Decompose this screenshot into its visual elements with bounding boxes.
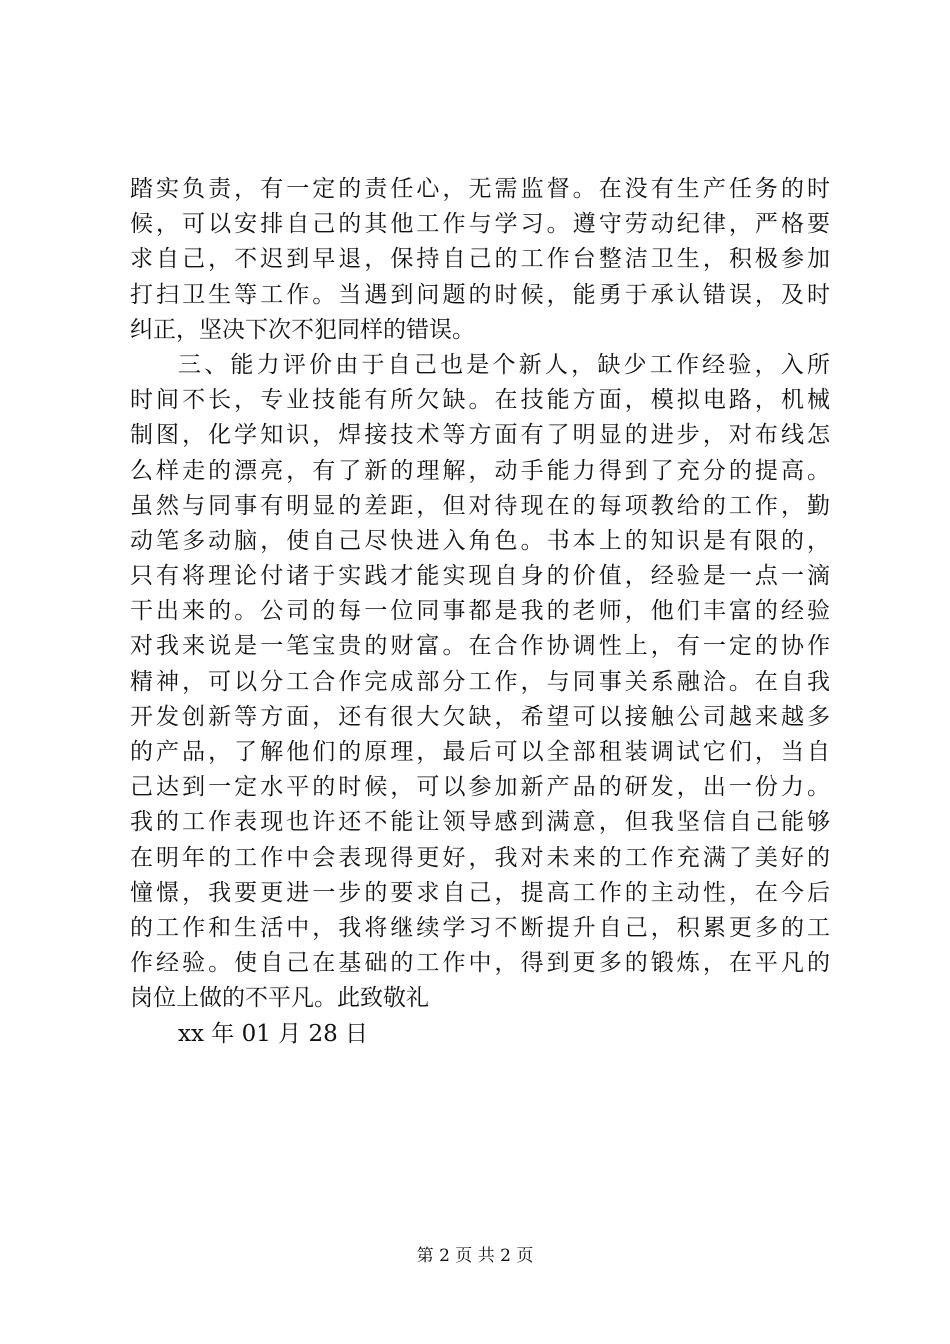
text-line: 作经验。使自己在基础的工作中，得到更多的锻炼，在平凡的 xyxy=(130,950,830,977)
text-line: 憧憬，我要更进一步的要求自己，提高工作的主动性，在今后 xyxy=(130,879,830,906)
text-line: 求自己，不迟到早退，保持自己的工作台整洁卫生，积极参加 xyxy=(130,246,830,273)
text-line: 己达到一定水平的时候，可以参加新产品的研发，出一份力。 xyxy=(130,774,830,801)
text-line: 我的工作表现也许还不能让领导感到满意，但我坚信自己能够 xyxy=(130,809,830,836)
text-line: 候，可以安排自己的其他工作与学习。遵守劳动纪律，严格要 xyxy=(130,211,830,238)
text-line: 的工作和生活中，我将继续学习不断提升自己，积累更多的工 xyxy=(130,914,830,941)
document-date: xx 年 01 月 28 日 xyxy=(178,1020,369,1047)
page-footer xyxy=(0,1244,950,1268)
text-line: 时间不长，专业技能有所欠缺。在技能方面，模拟电路，机械 xyxy=(130,387,830,414)
text-line: 踏实负责，有一定的责任心，无需监督。在没有生产任务的时 xyxy=(130,176,830,202)
text-line: 么样走的漂亮，有了新的理解，动手能力得到了充分的提高。 xyxy=(130,457,830,484)
text-line: 打扫卫生等工作。当遇到问题的时候，能勇于承认错误，及时 xyxy=(130,281,830,308)
text-line: 纠正，坚决下次不犯同样的错误。 xyxy=(130,316,475,343)
text-line: 的产品，了解他们的原理，最后可以全部租装调试它们，当自 xyxy=(130,739,830,765)
text-line: 三、能力评价由于自己也是个新人，缺少工作经验，入所 xyxy=(178,351,830,378)
text-line: 只有将理论付诸于实践才能实现自身的价值，经验是一点一滴 xyxy=(130,563,830,590)
text-line: 虽然与同事有明显的差距，但对待现在的每项教给的工作，勤 xyxy=(130,492,830,519)
text-line: 开发创新等方面，还有很大欠缺，希望可以接触公司越来越多 xyxy=(130,703,830,730)
text-line: 干出来的。公司的每一位同事都是我的老师，他们丰富的经验 xyxy=(130,598,830,625)
page-number-label: 第 2 页 共 2 页 xyxy=(416,1246,534,1266)
text-line: 岗位上做的不平凡。此致敬礼 xyxy=(130,985,429,1012)
text-line: 制图，化学知识，焊接技术等方面有了明显的进步，对布线怎 xyxy=(130,422,830,449)
text-line: 在明年的工作中会表现得更好，我对未来的工作充满了美好的 xyxy=(130,844,830,871)
document-body xyxy=(130,172,830,1052)
text-line: 对我来说是一笔宝贵的财富。在合作协调性上，有一定的协作 xyxy=(130,633,830,660)
text-line: 精神，可以分工合作完成部分工作，与同事关系融洽。在自我 xyxy=(130,668,830,695)
text-line: 动笔多动脑，使自己尽快进入角色。书本上的知识是有限的， xyxy=(130,527,830,554)
